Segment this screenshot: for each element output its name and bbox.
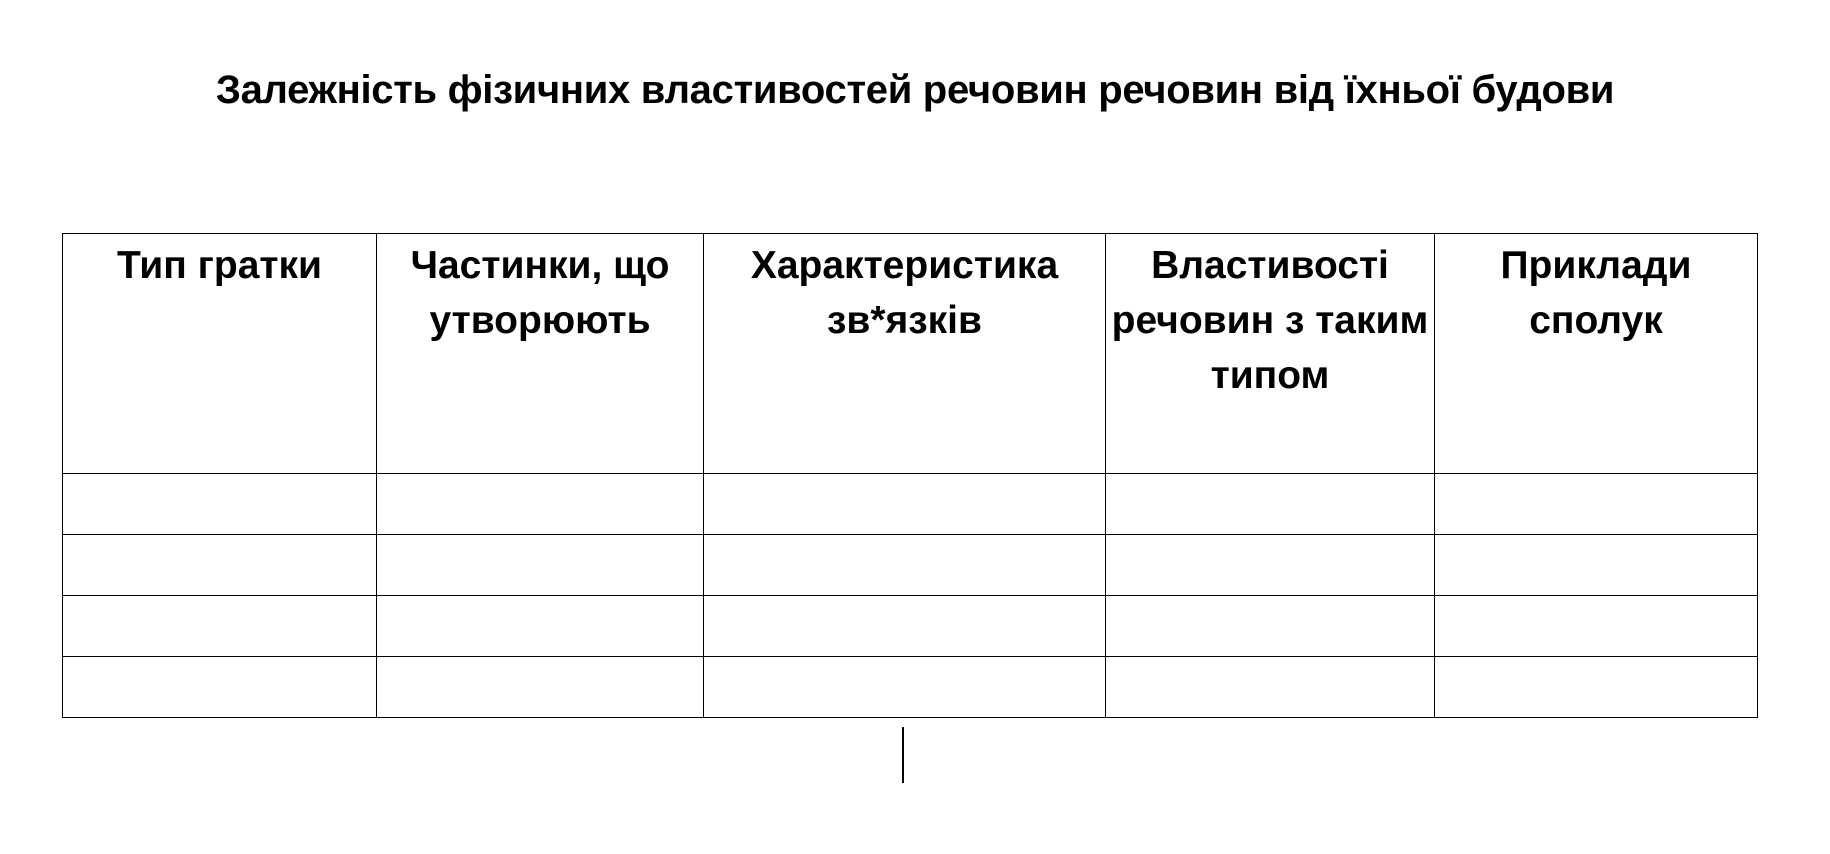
table-cell[interactable] — [63, 596, 377, 657]
header-properties: Властивості речовин з таким типом — [1106, 234, 1435, 474]
table-cell[interactable] — [1106, 474, 1435, 535]
table-row — [63, 474, 1758, 535]
table-cell[interactable] — [1435, 474, 1758, 535]
table-row — [63, 596, 1758, 657]
table-cell[interactable] — [1106, 535, 1435, 596]
table-cell[interactable] — [377, 596, 704, 657]
table-cell[interactable] — [377, 535, 704, 596]
table-cell[interactable] — [1435, 535, 1758, 596]
table-cell[interactable] — [1435, 596, 1758, 657]
text-cursor — [902, 727, 904, 783]
header-examples: Приклади сполук — [1435, 234, 1758, 474]
header-bond-characteristics: Характеристика зв*язків — [704, 234, 1106, 474]
table-header-row — [63, 234, 1758, 474]
page-title: Залежність фізичних властивостей речовин речовин від їхньої будови — [215, 68, 1615, 112]
table-cell[interactable] — [63, 474, 377, 535]
header-lattice-type: Тип гратки — [63, 234, 377, 474]
table-cell[interactable] — [1435, 657, 1758, 718]
table-cell[interactable] — [1106, 657, 1435, 718]
table-cell[interactable] — [704, 657, 1106, 718]
data-table — [62, 233, 1758, 718]
table-cell[interactable] — [377, 657, 704, 718]
table-row — [63, 657, 1758, 718]
table-cell[interactable] — [704, 535, 1106, 596]
table-cell[interactable] — [1106, 596, 1435, 657]
table-cell[interactable] — [704, 596, 1106, 657]
table-cell[interactable] — [63, 535, 377, 596]
table-cell[interactable] — [377, 474, 704, 535]
table-row — [63, 535, 1758, 596]
header-particles: Частинки, що утворюють — [377, 234, 704, 474]
table-cell[interactable] — [63, 657, 377, 718]
table-cell[interactable] — [704, 474, 1106, 535]
